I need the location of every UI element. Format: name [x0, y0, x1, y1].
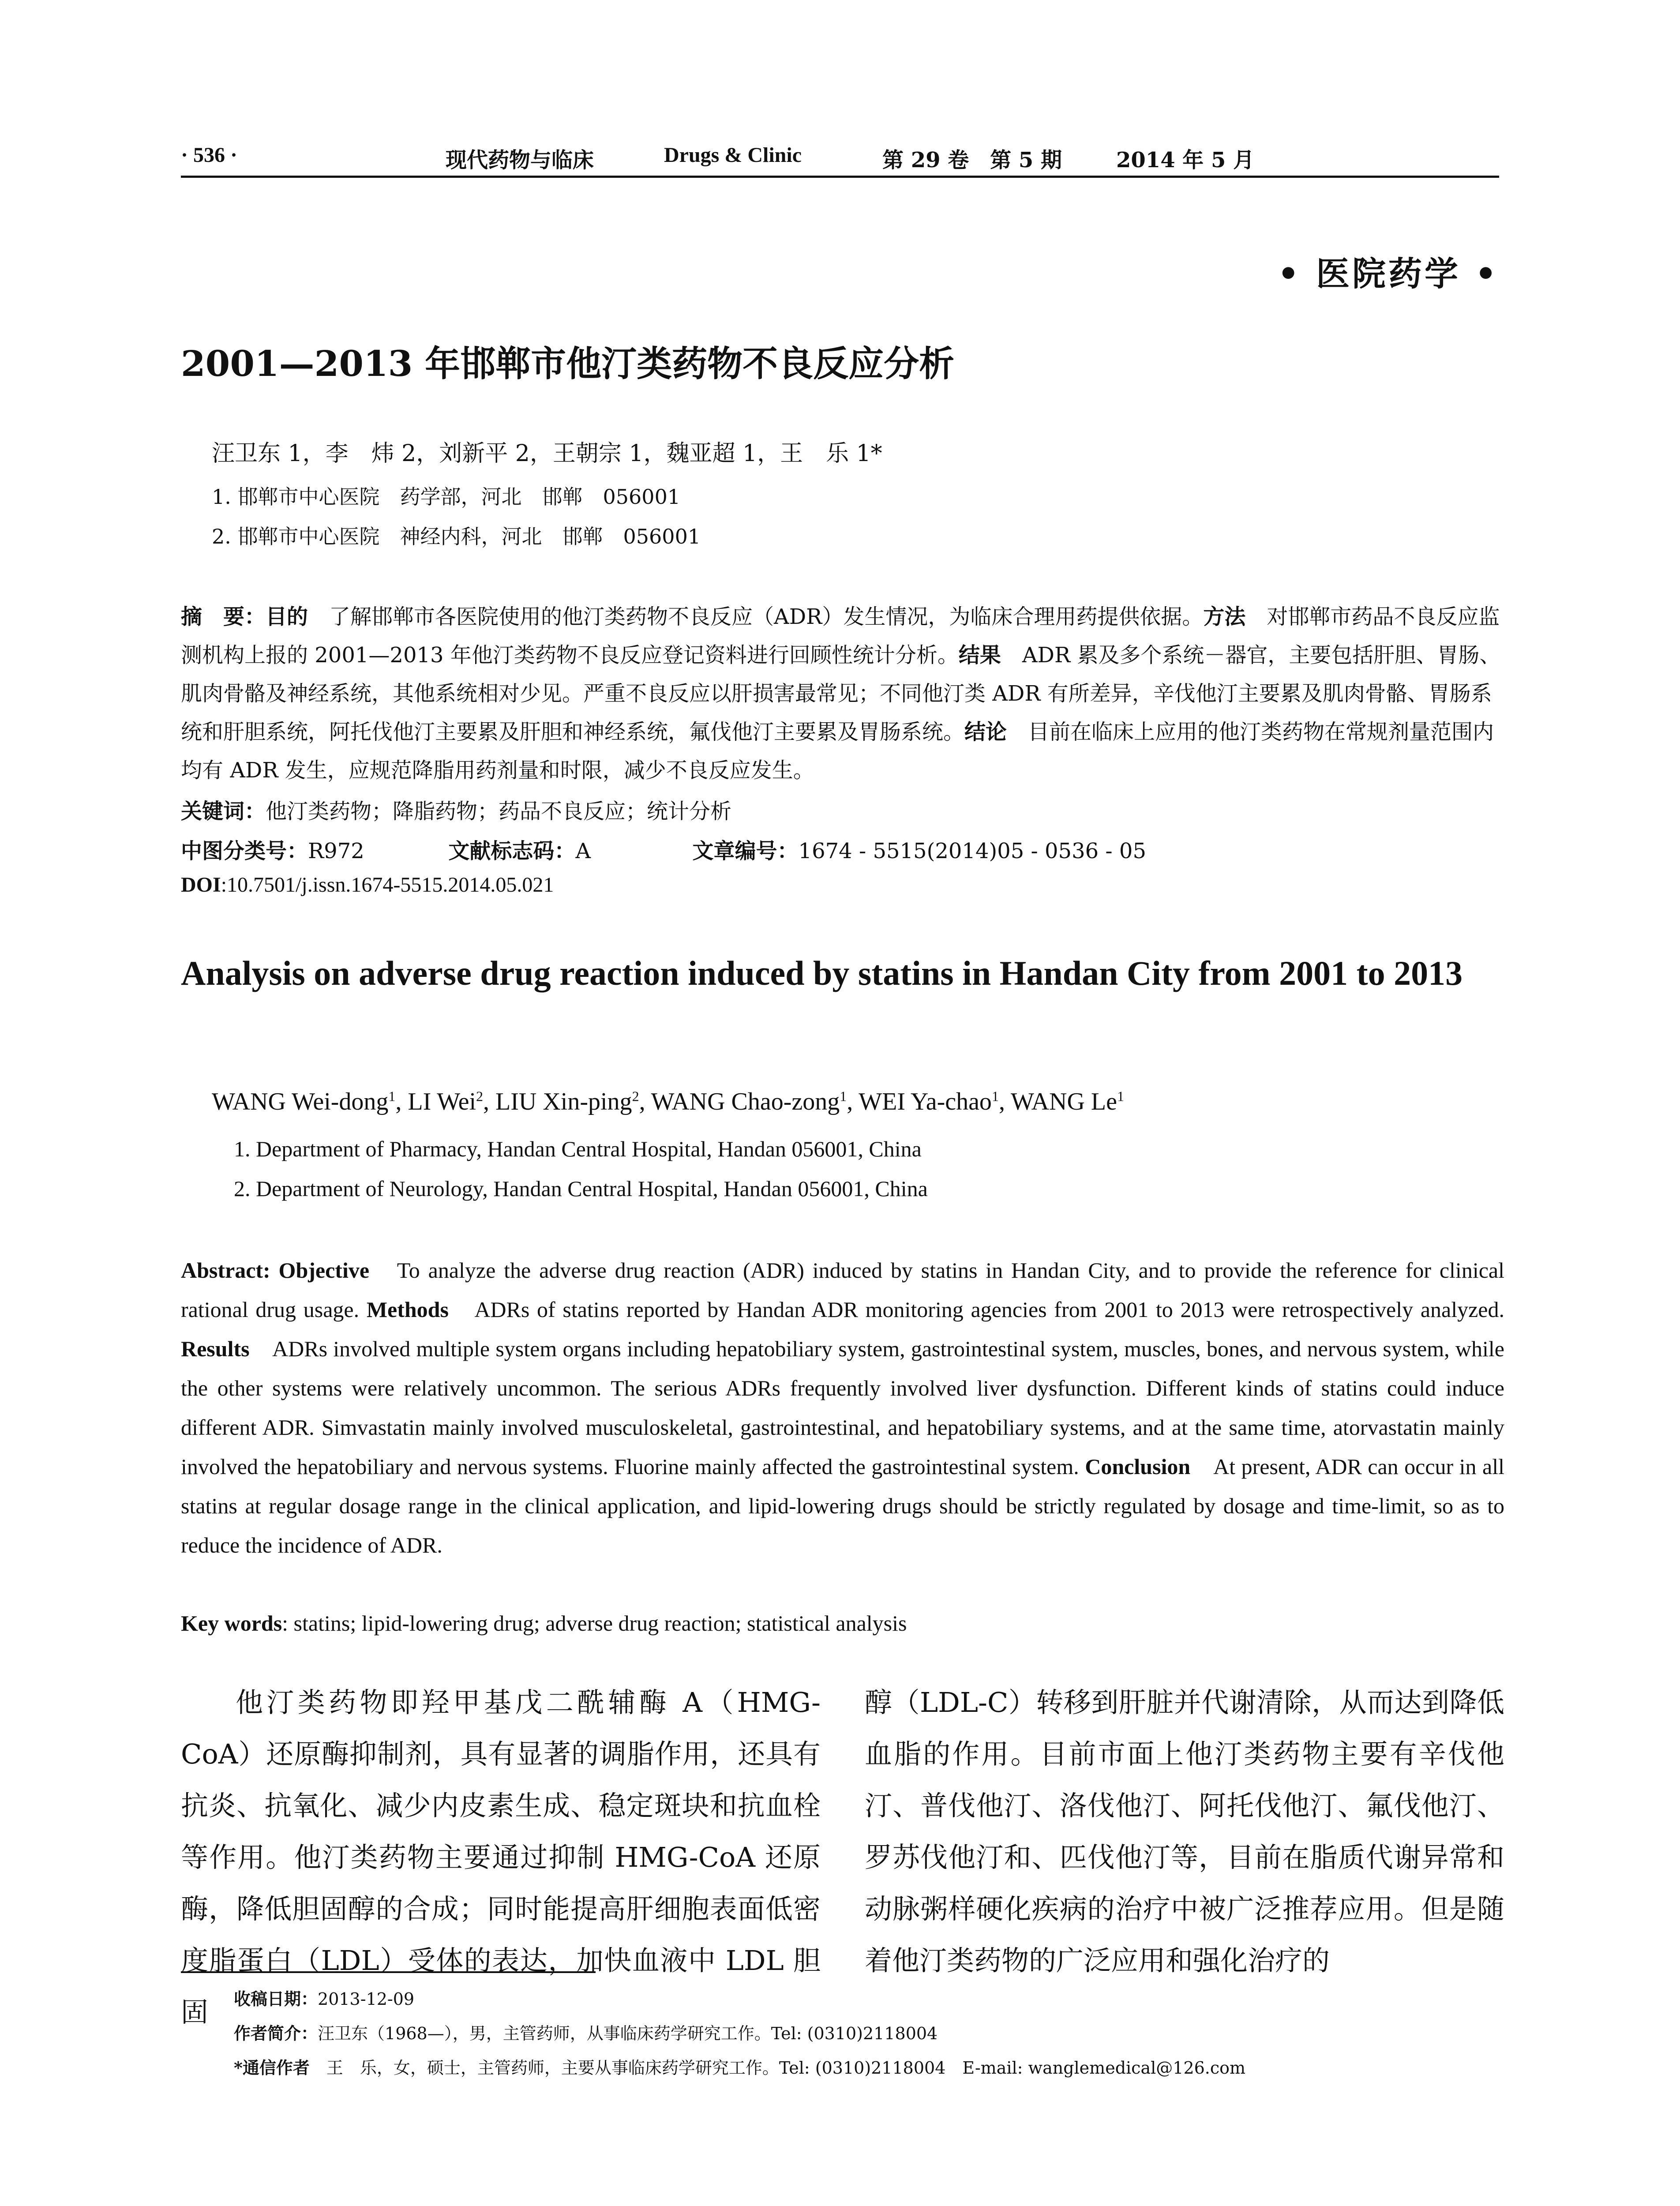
doc-code-value: A	[575, 839, 591, 863]
footnote-divider	[181, 1971, 596, 1973]
clc-label: 中图分类号：	[181, 839, 308, 863]
en-affiliation-1: 1. Department of Pharmacy, Handan Central Hospital, Handan 056001, China	[234, 1137, 922, 1161]
en-author-affiliation-mark: 2	[476, 1088, 484, 1104]
cn-keywords-label: 关键词：	[181, 799, 266, 824]
en-author-name: LIU Xin-ping	[495, 1088, 632, 1115]
footnote-received	[234, 1985, 414, 2010]
cn-affiliation-2: 2. 邯郸市中心医院 神经内科，河北 邯郸 056001	[212, 525, 701, 548]
author-intro-text: 汪卫东（1968—），男，主管药师，从事临床药学研究工作。Tel: (0310)2118004	[318, 2024, 938, 2043]
doi	[181, 873, 554, 897]
cn-objective-text: 了解邯郸市各医院使用的他汀类药物不良反应（ADR）发生情况，为临床合理用药提供依据。	[308, 604, 1204, 629]
en-keywords-label: Key words	[181, 1611, 282, 1636]
en-keywords-text: : statins; lipid-lowering drug; adverse drug reaction; statistical analysis	[282, 1611, 907, 1636]
cn-title: 2001—2013 年邯郸市他汀类药物不良反应分析	[181, 343, 955, 384]
journal-name-cn: 现代药物与临床	[446, 148, 594, 173]
en-methods-label: Methods	[366, 1297, 449, 1322]
en-author-name: WEI Ya-chao	[859, 1088, 992, 1115]
en-author-affiliation-mark: 1	[388, 1088, 396, 1104]
en-objective-text: To analyze the adverse drug reaction (ADR) induced by statins in Handan City, and to provide the reference for clinical rational drug usage.	[181, 1258, 1504, 1322]
received-date: 2013-12-09	[318, 1989, 415, 2009]
en-author-affiliation-mark: 1	[840, 1088, 847, 1104]
cn-conclusion-label: 结论	[964, 720, 1007, 744]
cn-abstract-label: 摘 要：	[181, 604, 266, 629]
body-column-left: 他汀类药物即羟甲基戊二酰辅酶 A（HMG-CoA）还原酶抑制剂，具有显著的调脂作用，还具有抗炎、抗氧化、减少内皮素生成、稳定斑块和抗血栓等作用。他汀类药物主要通过抑制 HMG-CoA 还原酶，降低胆固醇的合成；同时能提高肝细胞表面低密度脂蛋白（LDL）受体的表达，加快血液中 LDL 胆固	[181, 1686, 821, 2028]
body-column-right: 醇（LDL-C）转移到肝脏并代谢清除，从而达到降低血脂的作用。目前市面上他汀类药物主要有辛伐他汀、普伐他汀、洛伐他汀、阿托伐他汀、氟伐他汀、罗苏伐他汀和、匹伐他汀等，目前在脂质代谢异常和动脉粥样硬化疾病的治疗中被广泛推荐应用。但是随着他汀类药物的广泛应用和强化治疗的	[865, 1686, 1504, 1977]
en-author-name: WANG Wei-dong	[212, 1088, 389, 1115]
section-label: • 医院药学 •	[1277, 254, 1499, 293]
en-author-affiliation-mark: 1	[991, 1088, 999, 1104]
en-keywords	[181, 1610, 907, 1636]
en-abstract	[181, 1251, 1504, 1565]
en-affiliation-2: 2. Department of Neurology, Handan Central Hospital, Handan 056001, China	[234, 1176, 928, 1201]
footnote-corresponding	[234, 2054, 1245, 2078]
en-authors: WANG Wei-dong$^1$, LI Wei$^2$, LIU Xin-ping$^2$, WANG Chao-zong$^1$, WEI Ya-chao$^1$, WANG Le$^1$	[212, 1088, 1124, 1115]
en-author-affiliation-mark: 1	[1117, 1088, 1124, 1104]
journal-issue: 第 29 卷 第 5 期	[882, 148, 1062, 173]
cn-conclusion-text: 目前在临床上应用的他汀类药物在常规剂量范围内均有 ADR 发生，应规范降脂用药剂量和时限，减少不良反应发生。	[181, 720, 1494, 783]
cn-results-text: ADR 累及多个系统－器官，主要包括肝胆、胃肠、肌肉骨骼及神经系统，其他系统相对少见。严重不良反应以肝损害最常见；不同他汀类 ADR 有所差异，辛伐他汀主要累及肌肉骨骼、胃肠系统和肝胆系统，阿托伐他汀主要累及肝胆和神经系统，氟伐他汀主要累及胃肠系统。	[181, 643, 1501, 744]
cn-affiliation-1: 1. 邯郸市中心医院 药学部，河北 邯郸 056001	[212, 485, 681, 509]
cn-keywords-text: 他汀类药物；降脂药物；药品不良反应；统计分析	[266, 799, 732, 824]
doi-label: DOI	[181, 873, 221, 897]
en-conclusion-label: Conclusion	[1085, 1454, 1191, 1479]
corresponding-text: 王 乐，女，硕士，主管药师，主要从事临床药学研究工作。Tel: (0310)2118004 E-mail: wanglemedical@126.com	[309, 2058, 1246, 2078]
en-author-name: WANG Le	[1010, 1088, 1117, 1115]
en-results-text: ADRs involved multiple system organs including hepatobiliary system, gastrointestinal system, muscles, bones, and nervous system, while the other systems were relatively uncommon. The serious ADRs frequently involved liver dysfunction. Different kinds of statins could induce different ADR. Simvastatin mainly involved musculoskeletal, gastrointestinal, and hepatobiliary systems, and at the same time, atorvastatin mainly involved the hepatobiliary and nervous systems. Fluorine mainly affected the gastrointestinal system.	[181, 1336, 1504, 1479]
cn-methods-label: 方法	[1203, 604, 1246, 629]
article-no-label: 文章编号：	[692, 839, 799, 863]
running-header	[181, 140, 1499, 178]
page-number: · 536 ·	[181, 143, 238, 167]
article-no-value: 1674 - 5515(2014)05 - 0536 - 05	[798, 839, 1146, 863]
journal-date: 2014 年 5 月	[1116, 148, 1255, 173]
journal-name-en: Drugs & Clinic	[664, 143, 802, 167]
en-author-name: LI Wei	[408, 1088, 476, 1115]
corresponding-label: *通信作者	[234, 2058, 310, 2078]
cn-classification	[181, 834, 1146, 864]
doi-value[interactable]: :10.7501/j.issn.1674-5515.2014.05.021	[221, 873, 554, 897]
footnote-author	[234, 2020, 938, 2044]
en-methods-text: ADRs of statins reported by Handan ADR monitoring agencies from 2001 to 2013 were retrospectively analyzed.	[448, 1297, 1505, 1322]
doc-code-label: 文献标志码：	[448, 839, 576, 863]
en-results-label: Results	[181, 1336, 250, 1361]
en-author-affiliation-mark: 2	[632, 1088, 639, 1104]
en-objective-label: Abstract: Objective	[181, 1258, 370, 1283]
cn-objective-label: 目的	[266, 604, 308, 629]
cn-authors: 汪卫东 1，李 炜 2，刘新平 2，王朝宗 1，魏亚超 1，王 乐 1*	[212, 440, 882, 467]
en-author-name: WANG Chao-zong	[651, 1088, 840, 1115]
clc-value: R972	[308, 839, 364, 863]
en-title: Analysis on adverse drug reaction induced by statins in Handan City from 2001 to 2013	[181, 954, 1463, 992]
cn-results-label: 结果	[958, 643, 1001, 668]
received-label: 收稿日期：	[234, 1989, 318, 2009]
cn-methods-text: 对邯郸市药品不良反应监测机构上报的 2001—2013 年他汀类药物不良反应登记资料进行回顾性统计分析。	[181, 604, 1500, 668]
en-conclusion-text: At present, ADR can occur in all statins at regular dosage range in the clinical application, and lipid-lowering drugs should be strictly regulated by dosage and time-limit, so as to reduce the incidence of ADR.	[181, 1454, 1505, 1557]
cn-keywords	[181, 794, 731, 825]
cn-abstract	[181, 598, 1504, 790]
author-intro-label: 作者简介：	[234, 2023, 318, 2043]
